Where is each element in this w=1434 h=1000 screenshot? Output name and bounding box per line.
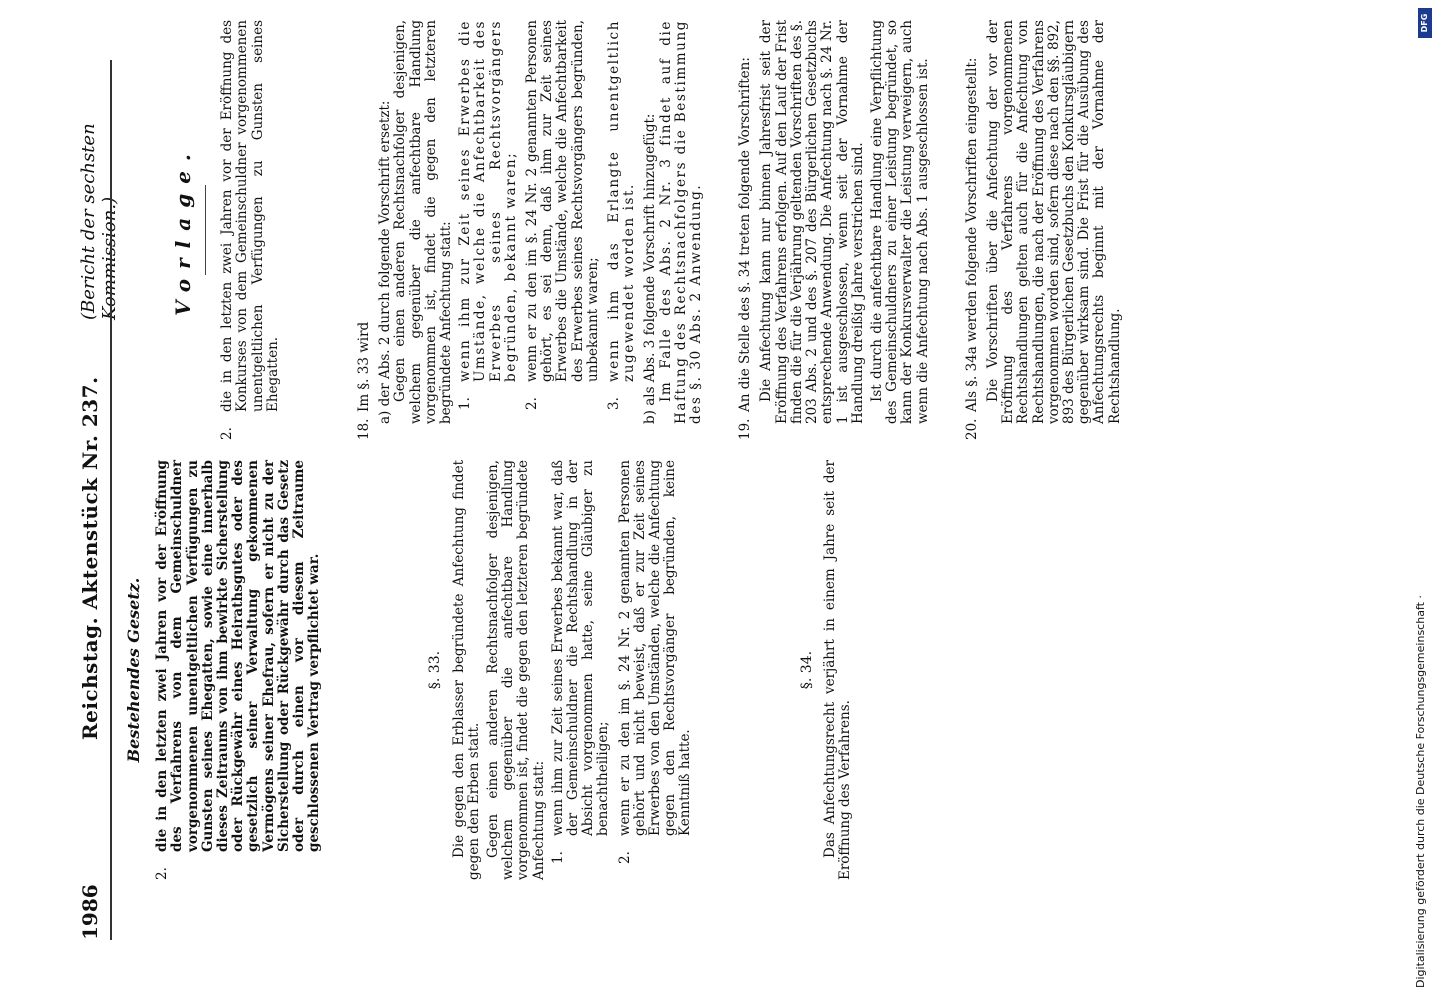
- item-text: wenn er zu den im §. 24 Nr. 2 genannten Personen gehört, es sei denn, daß ihm zur Zeit seines Erwerbes die Umstände, welche die Anfechtbarkeit des Erwerbes seines Rechtsvorgängers begründen, unbekannt waren;: [524, 20, 601, 382]
- item-18a-label: a) der Abs. 2 durch folgende Vorschrift ersetzt:: [377, 100, 394, 424]
- dfg-logo: [1418, 8, 1432, 38]
- item-18a-point-2: [525, 20, 601, 410]
- document-title: Reichstag. Aktenstück Nr. 237.: [78, 376, 102, 740]
- item-18a-point-3: [607, 20, 637, 410]
- item-text: wenn ihm das Erlangte unentgeltlich zugewendet worden ist.: [606, 20, 638, 382]
- spacer: [328, 460, 398, 880]
- right-item-20: [965, 20, 980, 440]
- right-item-19: [738, 20, 753, 440]
- item-20-paragraph: Die Vorschriften über die Anfechtung der vor der Eröffnung des Verfahrens vorgenommenen Rechtshandlungen gelten auch für die Anfechtung von Rechtshandlungen, die nach der Eröffnung des Verfahrens vorgenommen worden sind, sofern diese nach den §§. 892, 893 des Bürgerlichen Gesetzbuchs den Konkursgläubigern gegenüber wirksam sind. Die Frist für die Ausübung des Anfechtungsrechts beginnt mit der Vornahme der Rechtshandlung.: [984, 20, 1123, 424]
- item-number: 3.: [606, 397, 623, 410]
- section-33-item-1: [551, 460, 612, 864]
- item-number: 18.: [356, 418, 373, 440]
- item-text: wenn ihm zur Zeit seines Erwerbes die Umstände, welche die Anfechtbarkeit des Erwerbes seines Rechtsvorgängers begründen, bekannt waren;: [457, 20, 519, 382]
- item-18a-point-1: [458, 20, 519, 410]
- page-number: 1986: [78, 884, 102, 940]
- funding-stamp-text: Digitalisierung gefördert durch die Deutsche Forschungsgemeinschaft ·: [1414, 595, 1427, 988]
- section-34-title: §. 34.: [798, 650, 815, 690]
- item-text: die in den letzten zwei Jahren vor der Eröffnung des Konkurses von dem Gemeinschuldner vorgenommenen unentgeltlichen Verfügungen zu Gunsten seines Ehegatten.: [219, 20, 281, 412]
- column-existing-law: [120, 460, 1434, 880]
- spacer: [287, 20, 357, 440]
- item-19-paragraph-2: Ist durch die anfechtbare Handlung eine Verpflichtung des Gemeinschuldners zu einer Leistung begründet, so kann der Konkursverwalter die Leistung verweigern, auch wenn die Anfechtung nach Abs. 1 ausgeschlossen ist.: [868, 20, 931, 424]
- spacer: [935, 20, 965, 440]
- item-text: An die Stelle des §. 34 treten folgende Vorschriften:: [737, 57, 754, 412]
- item-number: 2.: [616, 851, 633, 864]
- item-number: 1.: [549, 851, 566, 864]
- item-number: 2.: [524, 397, 541, 410]
- column-heading-existing-law: Bestehendes Gesetz.: [124, 577, 143, 763]
- section-34-text: Das Anfechtungsrecht verjährt in einem Jahre seit der Eröffnung des Verfahrens.: [821, 460, 854, 880]
- item-18b-paragraph: Im Falle des Abs. 2 Nr. 3 findet auf die Haftung des Rechtsnachfolgers die Bestimmung des §. 30 Abs. 2 Anwendung.: [657, 20, 705, 424]
- item-18b-label: b) als Abs. 3 folgende Vorschrift hinzugefügt:: [642, 113, 659, 424]
- report-title: (Bericht der sechsten Kommission.): [78, 123, 120, 320]
- spacer: [700, 460, 770, 880]
- column-heading-proposal: Vorlage.: [171, 144, 195, 316]
- heading-rule: [205, 185, 206, 275]
- item-text: wenn er zu den im §. 24 Nr. 2 genannten Personen gehört und nicht beweist, daß er zur Zeit seines Erwerbes von den Umständen, welche die Anfechtung gegen den Rechtsvorgänger begründen, keine Kenntniß hatte.: [616, 460, 694, 836]
- item-text: Als §. 34a werden folgende Vorschriften eingestellt:: [963, 57, 980, 412]
- funding-stamp: [1407, 8, 1429, 988]
- section-33-intro: Die gegen den Erblasser begründete Anfechtung findet gegen den Erben statt.: [450, 460, 482, 880]
- section-33-item-2: [618, 460, 694, 864]
- left-item-2: [155, 460, 322, 880]
- item-number: 2.: [154, 867, 171, 880]
- item-text: Im §. 33 wird: [356, 321, 373, 412]
- item-text: die in den letzten zwei Jahren vor der Eröffnung des Verfahrens von dem Gemeinschuldner vorgenommenen unentgeltlichen Verfügungen zu Gunsten seines Ehegatten, sowie eine innerhalb dieses Zeitraums von ihm bewirkte Sicherstellung oder Rückgewähr eines Heirathsgutes oder des gesetzlich seiner Verwaltung gekommenen Vermögens seiner Ehefrau, sofern er nicht zu der Sicherstellung oder Rückgewähr durch das Gesetz oder durch einen vor diesem Zeitraume geschlossenen Vertrag verpflichtet war.: [154, 460, 323, 852]
- item-number: 2.: [219, 427, 236, 440]
- item-number: 20.: [963, 418, 980, 440]
- item-text: wenn ihm zur Zeit seines Erwerbes bekannt war, daß der Gemeinschuldner die Rechtshandlung in der Absicht vorgenommen hatte, seine Gläubiger zu benachtheiligen;: [549, 460, 612, 836]
- item-19-paragraph-1: Die Anfechtung kann nur binnen Jahresfrist seit der Eröffnung des Verfahrens erfolgen. Auf den Lauf der Frist finden die für die Verjährung geltenden Vorschriften des §. 203 Abs. 2 und des §. 207 des Bürgerlichen Gesetzbuchs entsprechende Anwendung. Die Anfechtung nach §. 24 Nr. 1 ist ausgeschlossen, wenn seit der Vornahme der Handlung dreißig Jahre verstrichen sind.: [758, 20, 866, 424]
- spacer: [708, 20, 738, 440]
- section-33-paragraph: Gegen einen anderen Rechtsnachfolger desjenigen, welchem gegenüber die anfechtbare Handlung vorgenommen ist, findet die gegen den letzteren begründete Anfechtung statt:: [485, 460, 547, 880]
- item-18a-paragraph: Gegen einen anderen Rechtsnachfolger desjenigen, welchem gegenüber die anfechtbare Handlung vorgenommen ist, findet die gegen den letzteren begründete Anfechtung statt:: [392, 20, 455, 424]
- header-rule: [110, 60, 112, 940]
- dfg-logo-text: DFG: [1420, 13, 1429, 33]
- section-33-title: §. 33.: [427, 650, 444, 690]
- right-item-2: [220, 20, 281, 440]
- item-number: 19.: [737, 418, 754, 440]
- right-item-18: [357, 20, 372, 440]
- page-header: [78, 60, 118, 940]
- item-number: 1.: [457, 397, 474, 410]
- column-proposal: [170, 20, 1400, 440]
